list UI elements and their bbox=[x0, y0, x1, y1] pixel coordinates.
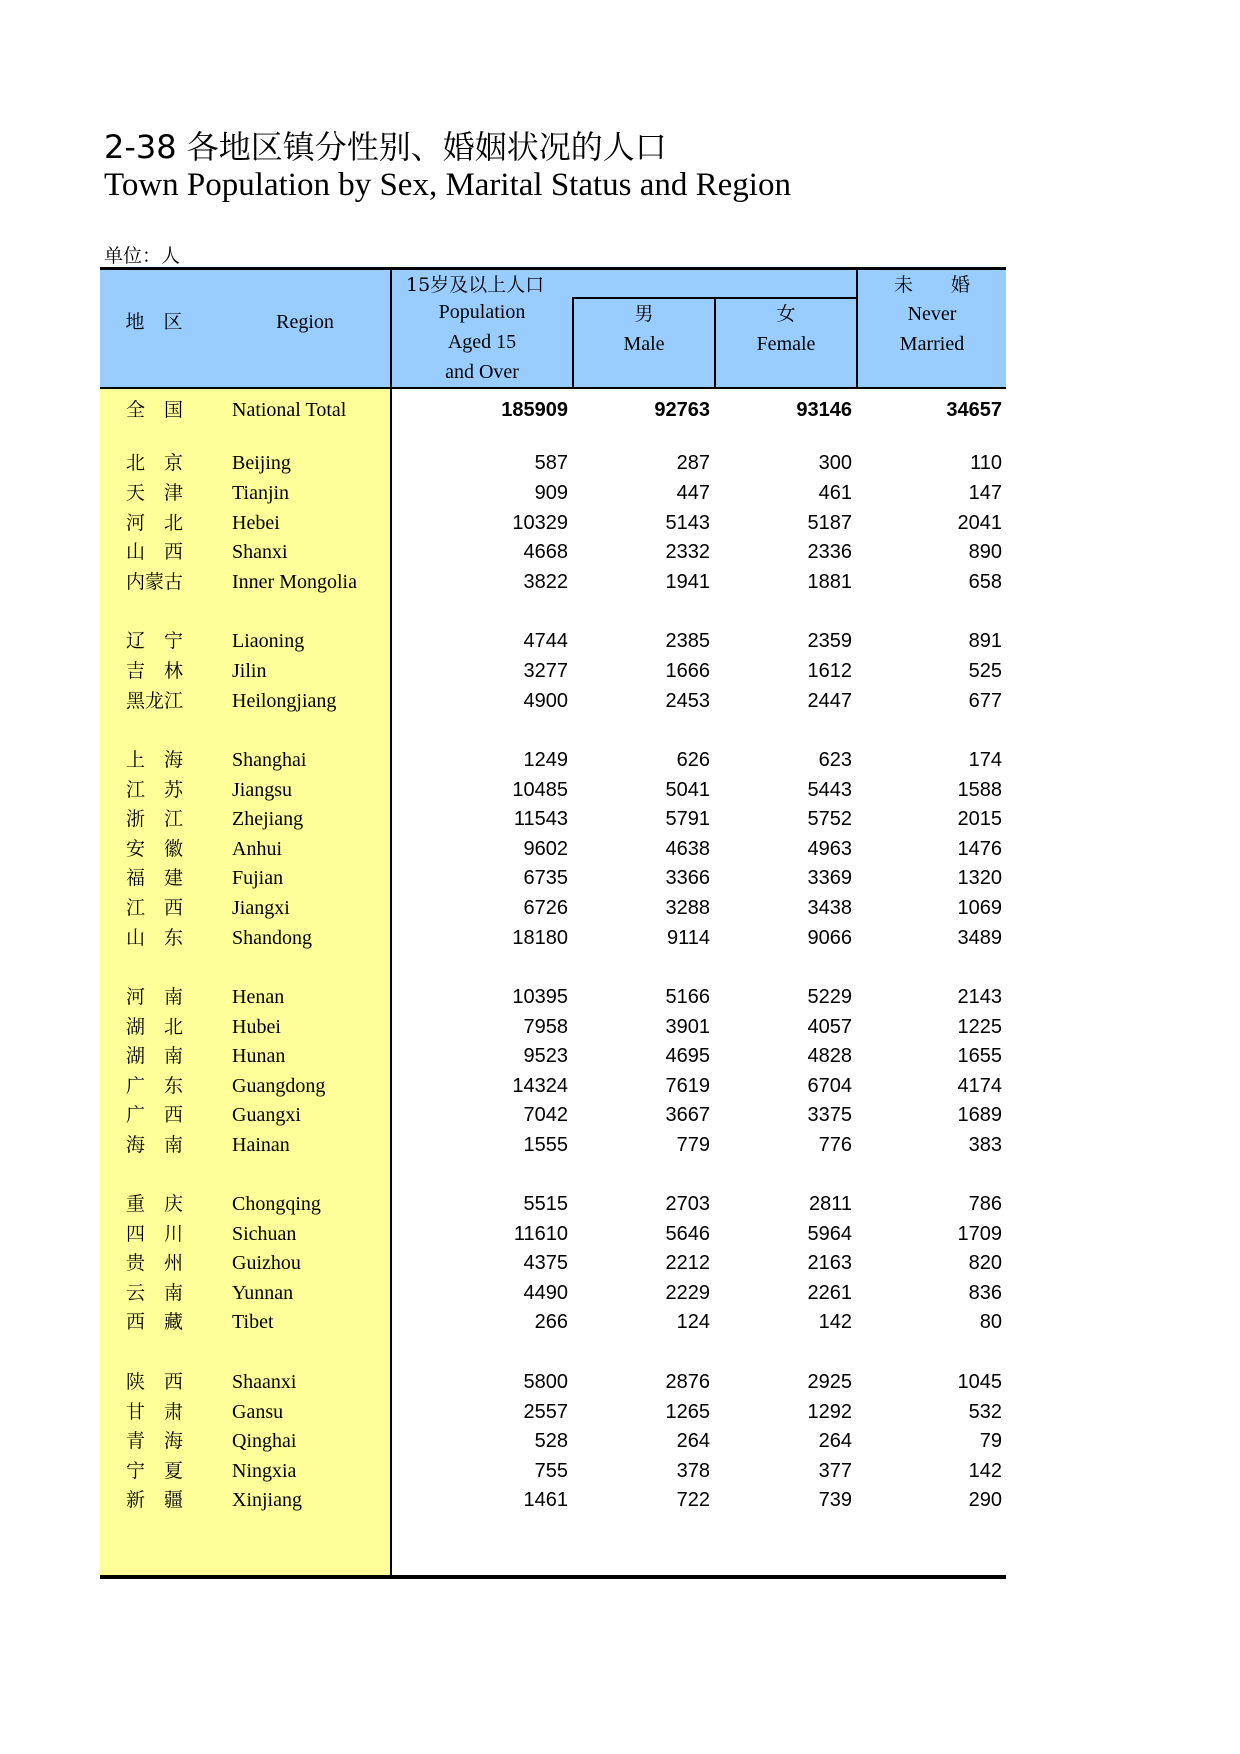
female-value: 2925 bbox=[807, 1371, 852, 1393]
population-table bbox=[100, 267, 1006, 1579]
population-total-value: 909 bbox=[534, 482, 568, 504]
female-value: 739 bbox=[818, 1489, 852, 1511]
male-value: 2385 bbox=[665, 630, 710, 652]
table-row bbox=[100, 1367, 1006, 1397]
region-name-cn: 山 东 bbox=[126, 927, 184, 949]
region-name-en: Guizhou bbox=[232, 1252, 301, 1274]
region-name-cn: 江 苏 bbox=[126, 779, 184, 801]
region-name-cn: 河 北 bbox=[126, 512, 184, 534]
header-male-cn: 男 bbox=[634, 303, 654, 325]
region-name-en: Henan bbox=[232, 986, 285, 1008]
male-value: 3366 bbox=[665, 867, 710, 889]
female-value: 2261 bbox=[807, 1282, 852, 1304]
female-value: 2359 bbox=[807, 630, 852, 652]
female-value: 300 bbox=[818, 452, 852, 474]
region-name-en: Jilin bbox=[232, 660, 267, 682]
region-name-en: Chongqing bbox=[232, 1193, 321, 1215]
table-row-national-total bbox=[100, 395, 1006, 425]
table-row bbox=[100, 567, 1006, 597]
female-value: 3375 bbox=[807, 1104, 852, 1126]
region-name-cn: 宁 夏 bbox=[126, 1460, 184, 1482]
region-name-cn: 青 海 bbox=[126, 1430, 184, 1452]
table-row bbox=[100, 1100, 1006, 1130]
population-total-value: 4375 bbox=[523, 1252, 568, 1274]
population-total-value: 7958 bbox=[523, 1016, 568, 1038]
male-value: 9114 bbox=[666, 927, 710, 949]
female-value: 2811 bbox=[808, 1193, 852, 1215]
region-name-cn: 广 西 bbox=[126, 1104, 184, 1126]
region-name-cn: 吉 林 bbox=[126, 660, 184, 682]
region-name-cn: 山 西 bbox=[126, 541, 184, 563]
table-row bbox=[100, 1219, 1006, 1249]
header-population-en-3: and Over bbox=[445, 361, 519, 383]
region-name-en: Yunnan bbox=[232, 1282, 294, 1304]
never-married-value: 142 bbox=[968, 1460, 1002, 1482]
male-value: 1265 bbox=[665, 1401, 710, 1423]
male-value: 287 bbox=[676, 452, 710, 474]
female-value: 93146 bbox=[796, 399, 852, 421]
population-total-value: 3822 bbox=[523, 571, 568, 593]
never-married-value: 677 bbox=[968, 690, 1002, 712]
table-row bbox=[100, 1485, 1006, 1515]
population-total-value: 10329 bbox=[512, 512, 568, 534]
region-name-en: Jiangsu bbox=[232, 779, 292, 801]
never-married-value: 110 bbox=[970, 452, 1002, 474]
male-value: 4695 bbox=[665, 1045, 710, 1067]
female-value: 461 bbox=[818, 482, 852, 504]
population-total-value: 6726 bbox=[523, 897, 568, 919]
header-female-en: Female bbox=[756, 333, 816, 355]
header-male-en: Male bbox=[623, 333, 665, 355]
region-name-cn: 陕 西 bbox=[126, 1371, 184, 1393]
never-married-value: 1655 bbox=[957, 1045, 1002, 1067]
table-row bbox=[100, 804, 1006, 834]
region-name-en: Tibet bbox=[232, 1311, 274, 1333]
population-total-value: 5515 bbox=[523, 1193, 568, 1215]
female-value: 5964 bbox=[807, 1223, 852, 1245]
unit-label: 单位：人 bbox=[104, 245, 181, 267]
female-value: 4057 bbox=[807, 1016, 852, 1038]
region-name-cn: 安 徽 bbox=[126, 838, 184, 860]
male-value: 2212 bbox=[665, 1252, 710, 1274]
region-name-cn: 福 建 bbox=[126, 867, 184, 889]
female-value: 776 bbox=[818, 1134, 852, 1156]
male-value: 2229 bbox=[665, 1282, 710, 1304]
region-name-en: Jiangxi bbox=[232, 897, 290, 919]
population-total-value: 3277 bbox=[523, 660, 568, 682]
region-name-en: Inner Mongolia bbox=[232, 571, 357, 593]
never-married-value: 4174 bbox=[957, 1075, 1002, 1097]
region-name-cn: 重 庆 bbox=[126, 1193, 184, 1215]
male-value: 5143 bbox=[665, 512, 710, 534]
region-name-cn: 黑龙江 bbox=[126, 690, 184, 712]
table-row bbox=[100, 1278, 1006, 1308]
population-total-value: 1249 bbox=[523, 749, 568, 771]
male-value: 5791 bbox=[665, 808, 710, 830]
region-name-en: Hebei bbox=[232, 512, 280, 534]
region-name-cn: 四 川 bbox=[126, 1223, 184, 1245]
region-name-cn: 天 津 bbox=[126, 482, 184, 504]
never-married-value: 3489 bbox=[957, 927, 1002, 949]
female-value: 4828 bbox=[807, 1045, 852, 1067]
table-row bbox=[100, 1012, 1006, 1042]
table-row bbox=[100, 686, 1006, 716]
table-row bbox=[100, 1189, 1006, 1219]
never-married-value: 1709 bbox=[957, 1223, 1002, 1245]
never-married-value: 525 bbox=[968, 660, 1002, 682]
never-married-value: 79 bbox=[979, 1430, 1002, 1452]
population-total-value: 9523 bbox=[523, 1045, 568, 1067]
male-value: 264 bbox=[676, 1430, 710, 1452]
region-name-cn: 海 南 bbox=[126, 1134, 184, 1156]
region-name-en: Hubei bbox=[232, 1016, 281, 1038]
population-total-value: 1461 bbox=[523, 1489, 568, 1511]
table-row bbox=[100, 448, 1006, 478]
table-row bbox=[100, 863, 1006, 893]
male-value: 626 bbox=[676, 749, 710, 771]
table-row bbox=[100, 656, 1006, 686]
region-name-en: Beijing bbox=[232, 452, 291, 474]
header-never-cn: 未 婚 bbox=[893, 274, 970, 296]
header-region-en: Region bbox=[276, 311, 334, 333]
table-row bbox=[100, 834, 1006, 864]
region-name-cn: 北 京 bbox=[126, 452, 184, 474]
table-row bbox=[100, 1426, 1006, 1456]
table-row bbox=[100, 478, 1006, 508]
male-value: 4638 bbox=[665, 838, 710, 860]
never-married-value: 820 bbox=[968, 1252, 1002, 1274]
header-population-en-1: Population bbox=[438, 301, 526, 323]
region-name-cn: 辽 宁 bbox=[126, 630, 184, 652]
never-married-value: 836 bbox=[968, 1282, 1002, 1304]
never-married-value: 1588 bbox=[957, 779, 1002, 801]
female-value: 4963 bbox=[807, 838, 852, 860]
title-english: Town Population by Sex, Marital Status and Region bbox=[104, 167, 791, 203]
never-married-value: 290 bbox=[968, 1489, 1002, 1511]
male-value: 3901 bbox=[665, 1016, 710, 1038]
male-value: 5041 bbox=[665, 779, 710, 801]
region-name-cn: 河 南 bbox=[126, 986, 184, 1008]
population-total-value: 18180 bbox=[512, 927, 568, 949]
population-total-value: 6735 bbox=[523, 867, 568, 889]
region-name-cn: 上 海 bbox=[126, 749, 184, 771]
population-total-value: 4744 bbox=[523, 630, 568, 652]
region-name-cn: 全 国 bbox=[126, 399, 184, 421]
never-married-value: 174 bbox=[968, 749, 1002, 771]
population-total-value: 5800 bbox=[523, 1371, 568, 1393]
female-value: 1612 bbox=[807, 660, 852, 682]
population-total-value: 14324 bbox=[512, 1075, 568, 1097]
female-value: 5187 bbox=[807, 512, 852, 534]
region-name-cn: 内蒙古 bbox=[126, 571, 184, 593]
header-region-cn: 地 区 bbox=[125, 311, 183, 333]
region-name-cn: 浙 江 bbox=[126, 808, 184, 830]
table-row bbox=[100, 982, 1006, 1012]
population-total-value: 7042 bbox=[523, 1104, 568, 1126]
female-value: 377 bbox=[818, 1460, 852, 1482]
population-total-value: 4490 bbox=[523, 1282, 568, 1304]
region-name-en: Fujian bbox=[232, 867, 284, 889]
female-value: 6704 bbox=[807, 1075, 852, 1097]
region-name-en: Gansu bbox=[232, 1401, 284, 1423]
header-never-en-1: Never bbox=[907, 303, 957, 325]
header-never-en-2: Married bbox=[899, 333, 965, 355]
female-value: 2447 bbox=[807, 690, 852, 712]
region-name-cn: 贵 州 bbox=[126, 1252, 184, 1274]
male-value: 1666 bbox=[665, 660, 710, 682]
male-value: 124 bbox=[676, 1311, 710, 1333]
region-name-cn: 甘 肃 bbox=[126, 1401, 184, 1423]
male-value: 2703 bbox=[665, 1193, 710, 1215]
table-row bbox=[100, 1071, 1006, 1101]
population-total-value: 10485 bbox=[512, 779, 568, 801]
table-row bbox=[100, 537, 1006, 567]
never-married-value: 658 bbox=[968, 571, 1002, 593]
region-name-en: Shanxi bbox=[232, 541, 288, 563]
population-total-value: 9602 bbox=[523, 838, 568, 860]
region-name-cn: 广 东 bbox=[126, 1075, 184, 1097]
never-married-value: 1689 bbox=[957, 1104, 1002, 1126]
region-name-en: Guangdong bbox=[232, 1075, 326, 1097]
male-value: 7619 bbox=[665, 1075, 710, 1097]
never-married-value: 147 bbox=[968, 482, 1002, 504]
male-value: 378 bbox=[676, 1460, 710, 1482]
male-value: 92763 bbox=[654, 399, 710, 421]
table-row bbox=[100, 1397, 1006, 1427]
female-value: 2336 bbox=[807, 541, 852, 563]
never-married-value: 2015 bbox=[957, 808, 1002, 830]
never-married-value: 1225 bbox=[957, 1016, 1002, 1038]
population-total-value: 11543 bbox=[513, 808, 568, 830]
region-name-en: Tianjin bbox=[232, 482, 290, 504]
male-value: 3667 bbox=[665, 1104, 710, 1126]
male-value: 2332 bbox=[665, 541, 710, 563]
population-total-value: 528 bbox=[534, 1430, 568, 1452]
female-value: 1881 bbox=[807, 571, 852, 593]
female-value: 5443 bbox=[807, 779, 852, 801]
table-row bbox=[100, 923, 1006, 953]
table-row bbox=[100, 1248, 1006, 1278]
region-name-en: Sichuan bbox=[232, 1223, 297, 1245]
header-rule bbox=[100, 387, 1006, 389]
never-married-value: 890 bbox=[968, 541, 1002, 563]
male-value: 2453 bbox=[665, 690, 710, 712]
female-value: 264 bbox=[818, 1430, 852, 1452]
male-value: 779 bbox=[676, 1134, 710, 1156]
never-married-value: 532 bbox=[968, 1401, 1002, 1423]
region-name-cn: 新 疆 bbox=[126, 1489, 184, 1511]
region-name-en: Hainan bbox=[232, 1134, 290, 1156]
male-value: 1941 bbox=[665, 571, 710, 593]
never-married-value: 891 bbox=[968, 630, 1002, 652]
table-row bbox=[100, 1307, 1006, 1337]
population-total-value: 1555 bbox=[523, 1134, 568, 1156]
female-value: 3438 bbox=[807, 897, 852, 919]
table-row bbox=[100, 775, 1006, 805]
never-married-value: 34657 bbox=[946, 399, 1002, 421]
table-row bbox=[100, 1130, 1006, 1160]
female-value: 5229 bbox=[807, 986, 852, 1008]
population-total-value: 185909 bbox=[501, 399, 568, 421]
male-value: 5166 bbox=[665, 986, 710, 1008]
male-value: 2876 bbox=[665, 1371, 710, 1393]
male-value: 5646 bbox=[665, 1223, 710, 1245]
table-row bbox=[100, 626, 1006, 656]
population-total-value: 10395 bbox=[512, 986, 568, 1008]
table-row bbox=[100, 893, 1006, 923]
never-married-value: 2143 bbox=[957, 986, 1002, 1008]
never-married-value: 80 bbox=[979, 1311, 1002, 1333]
population-total-value: 11610 bbox=[513, 1223, 568, 1245]
female-value: 3369 bbox=[807, 867, 852, 889]
never-married-value: 786 bbox=[968, 1193, 1002, 1215]
title-chinese: 2-38 各地区镇分性别、婚姻状况的人口 bbox=[104, 128, 667, 166]
region-name-cn: 湖 南 bbox=[126, 1045, 184, 1067]
bottom-rule bbox=[100, 1575, 1006, 1579]
region-name-en: Shaanxi bbox=[232, 1371, 297, 1393]
table-row bbox=[100, 1456, 1006, 1486]
region-name-en: National Total bbox=[232, 399, 347, 421]
table-row bbox=[100, 1041, 1006, 1071]
population-total-value: 266 bbox=[534, 1311, 568, 1333]
population-total-value: 4900 bbox=[523, 690, 568, 712]
region-name-cn: 湖 北 bbox=[126, 1016, 184, 1038]
population-total-value: 2557 bbox=[523, 1401, 568, 1423]
region-name-en: Heilongjiang bbox=[232, 690, 337, 712]
region-name-cn: 云 南 bbox=[126, 1282, 184, 1304]
never-married-value: 2041 bbox=[957, 512, 1002, 534]
female-value: 623 bbox=[818, 749, 852, 771]
female-value: 1292 bbox=[807, 1401, 852, 1423]
female-value: 2163 bbox=[807, 1252, 852, 1274]
region-name-en: Zhejiang bbox=[232, 808, 304, 830]
region-name-en: Shanghai bbox=[232, 749, 307, 771]
male-value: 722 bbox=[676, 1489, 710, 1511]
never-married-value: 383 bbox=[968, 1134, 1002, 1156]
region-name-en: Shandong bbox=[232, 927, 312, 949]
header-female-cn: 女 bbox=[776, 303, 796, 325]
region-name-en: Anhui bbox=[232, 838, 282, 860]
never-married-value: 1320 bbox=[957, 867, 1002, 889]
header-population-en-2: Aged 15 bbox=[447, 331, 517, 353]
never-married-value: 1476 bbox=[957, 838, 1002, 860]
population-total-value: 4668 bbox=[523, 541, 568, 563]
region-name-en: Ningxia bbox=[232, 1460, 297, 1482]
population-total-value: 587 bbox=[534, 452, 568, 474]
region-name-cn: 江 西 bbox=[126, 897, 184, 919]
male-value: 447 bbox=[676, 482, 710, 504]
table-row bbox=[100, 745, 1006, 775]
region-name-en: Liaoning bbox=[232, 630, 305, 652]
region-name-en: Xinjiang bbox=[232, 1489, 302, 1511]
table-row bbox=[100, 508, 1006, 538]
female-value: 9066 bbox=[807, 927, 852, 949]
male-value: 3288 bbox=[665, 897, 710, 919]
header-population-cn: 15岁及以上人口 bbox=[406, 274, 545, 296]
region-name-cn: 西 藏 bbox=[126, 1311, 184, 1333]
female-value: 5752 bbox=[807, 808, 852, 830]
population-total-value: 755 bbox=[534, 1460, 568, 1482]
region-name-en: Guangxi bbox=[232, 1104, 301, 1126]
never-married-value: 1069 bbox=[957, 897, 1002, 919]
never-married-value: 1045 bbox=[957, 1371, 1002, 1393]
region-name-en: Qinghai bbox=[232, 1430, 297, 1452]
region-name-en: Hunan bbox=[232, 1045, 286, 1067]
female-value: 142 bbox=[818, 1311, 852, 1333]
